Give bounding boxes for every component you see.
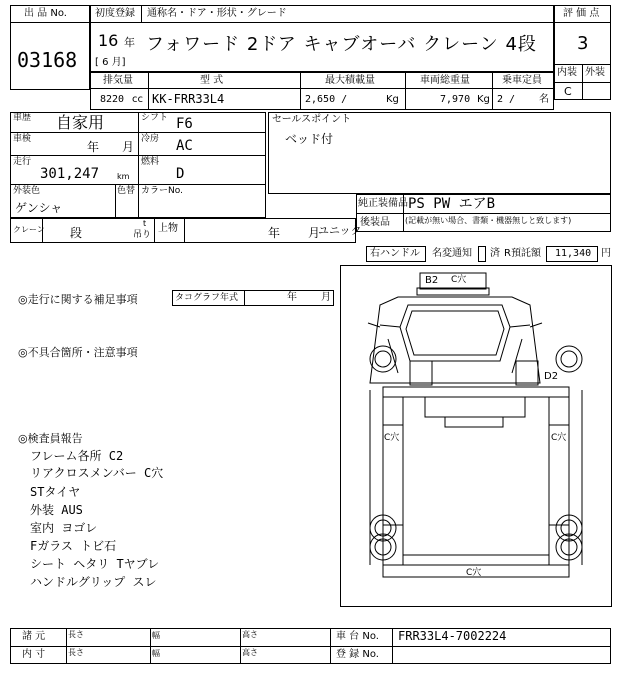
details-color-col-2 — [138, 184, 139, 218]
crane-hoist-unit: t — [143, 219, 147, 228]
grade-value: 3 — [577, 33, 589, 54]
chassis-label: 車 台 No. — [336, 631, 379, 642]
footer-col-3 — [240, 628, 241, 664]
tachograph-month-unit: 月 — [321, 292, 331, 303]
diagram-mark-right-hole: C穴 — [551, 433, 567, 443]
details-mid-col — [138, 112, 139, 184]
name-change-label: 名変通知 — [432, 248, 472, 259]
mileage-label: 走行 — [13, 157, 32, 167]
specs-col-1 — [148, 72, 149, 110]
car-name: フォワード 2ドア キャブオーバ クレーン 4段 — [146, 34, 537, 55]
fuel-label: 燃料 — [141, 157, 160, 167]
crane-position-label: 上物 — [158, 223, 178, 234]
inspection-month-unit: 月 — [122, 140, 135, 154]
first-reg-divider — [141, 5, 142, 22]
inspector-line: STタイヤ — [30, 485, 81, 499]
diagram-mark-bottom-hole: C穴 — [466, 568, 482, 578]
footer-length-label: 長さ — [68, 630, 84, 639]
specs-col-3 — [405, 72, 406, 110]
recycle-unit: 円 — [601, 248, 611, 259]
mileage-value: 301,247 — [40, 166, 100, 182]
grade-header-divider — [554, 22, 611, 23]
inspector-line: リアクロスメンバー C穴 — [30, 466, 164, 480]
footer-length-label-2: 長さ — [68, 648, 84, 657]
capacity-value: 2 / — [497, 94, 516, 105]
first-reg-label: 初度登録 — [95, 8, 135, 19]
interior-grade: C — [564, 85, 572, 98]
model-label: 型 式 — [200, 75, 224, 86]
tachograph-label: タコグラフ年式 — [175, 293, 239, 303]
grade-sub-vdivider — [582, 64, 583, 100]
footer-height-label: 高さ — [242, 630, 258, 639]
crane-col-2 — [154, 218, 155, 243]
chassis-no: FRR33L4-7002224 — [398, 629, 507, 643]
crane-month-unit: 月 — [308, 226, 321, 240]
inspector-label: ◎検査員報告 — [18, 432, 83, 445]
grade-label: 評 価 点 — [563, 8, 600, 19]
lot-divider — [10, 22, 90, 23]
footer-width-label: 幅 — [152, 631, 160, 640]
crane-maker: ユニック — [318, 224, 362, 237]
mileage-unit: km — [117, 172, 130, 181]
history-value: 自家用 — [56, 113, 105, 132]
recycle-amount: 11,340 — [555, 248, 592, 259]
max-load-value: 2,650 / — [305, 94, 348, 105]
inspector-line: Fガラス トビ石 — [30, 539, 117, 553]
inspection-label: 車検 — [13, 134, 32, 144]
crane-stage-unit: 段 — [70, 226, 83, 240]
reg-label: 登 録 No. — [336, 649, 379, 660]
footer-col-4 — [330, 628, 331, 664]
model-value: KK-FRR33L4 — [152, 92, 225, 106]
recycle-prefix: 済 — [490, 248, 500, 259]
lot-label: 出 品 No. — [24, 8, 67, 19]
footer-inner-label: 内 寸 — [22, 649, 46, 660]
inspector-line: フレーム各所 C2 — [30, 449, 124, 463]
crane-year-unit: 年 — [268, 226, 281, 240]
max-load-label: 最大積載量 — [325, 75, 375, 86]
driving-notes-label: ◎走行に関する補足事項 — [18, 293, 138, 306]
diagram-mark-top-hole: C穴 — [451, 275, 467, 285]
inspection-year-unit: 年 — [87, 140, 100, 154]
truck-diagram — [340, 265, 612, 607]
options-value: PS PW エアB — [408, 196, 496, 212]
footer-specs-label: 諸 元 — [22, 631, 46, 642]
footer-height-label-2: 高さ — [242, 648, 258, 657]
crane-hoist-label: 吊り — [133, 230, 152, 240]
gross-weight-value: 7,970 — [440, 94, 471, 105]
defects-label: ◎不具合箇所・注意事項 — [18, 346, 138, 359]
max-load-unit: Kg — [386, 94, 399, 105]
ac-value: AC — [176, 138, 193, 154]
first-reg-year-unit: 年 — [124, 36, 135, 49]
gross-weight-label: 車両総重量 — [420, 75, 470, 86]
footer-col-1 — [66, 628, 67, 664]
car-name-label: 通称名・ドア・形状・グレード — [147, 8, 287, 19]
displacement-label: 排気量 — [103, 75, 133, 86]
fuel-value: D — [176, 166, 185, 182]
diagram-mark-b2: B2 — [425, 275, 439, 286]
color-label: 外装色 — [13, 186, 41, 196]
capacity-label: 乗車定員 — [502, 75, 542, 86]
name-header-divider — [90, 22, 554, 23]
aftermarket-note: (記載が無い場合、書類・機器無しと致します) — [405, 216, 572, 225]
sales-point-value: ベッド付 — [285, 132, 334, 146]
ac-label: 冷房 — [141, 134, 160, 144]
shift-label: シフト — [141, 113, 169, 123]
lot-number: 03168 — [17, 48, 78, 72]
crane-box — [10, 218, 356, 243]
tachograph-year-unit: 年 — [287, 292, 297, 303]
exterior-label: 外装 — [585, 67, 605, 78]
recycle-label: R預託額 — [504, 248, 541, 259]
inspector-line: 外装 AUS — [30, 503, 83, 517]
gross-weight-unit: Kg — [477, 94, 490, 105]
footer-row-divider — [10, 646, 611, 647]
inspector-line: 室内 ヨゴレ — [30, 521, 98, 535]
color-change-label: 色替 — [117, 186, 136, 196]
capacity-unit: 名 — [539, 94, 549, 105]
crane-col-3 — [184, 218, 185, 243]
sales-point-label: セールスポイント — [272, 114, 352, 125]
aftermarket-label: 後装品 — [360, 217, 390, 228]
inspector-line: シート ヘタリ Tヤブレ — [30, 557, 160, 571]
color-value: ゲンシャ — [15, 201, 63, 215]
first-reg-month: [ 6 月] — [95, 57, 126, 68]
interior-label: 内装 — [557, 67, 577, 78]
specs-col-2 — [300, 72, 301, 110]
options-label: 純正装備品 — [358, 198, 408, 209]
options-divider — [356, 213, 611, 214]
crane-label: クレーン — [13, 225, 45, 234]
first-reg-year: 16 — [98, 31, 119, 50]
specs-col-4 — [492, 72, 493, 110]
footer-col-2 — [150, 628, 151, 664]
diagram-mark-left-hole: C穴 — [384, 433, 400, 443]
history-label: 車歴 — [13, 113, 32, 123]
tachograph-divider — [244, 290, 245, 306]
color-code-label: カラーNo. — [141, 186, 183, 196]
specs-header-divider — [90, 88, 554, 89]
displacement-unit: cc — [132, 94, 143, 105]
steering-value: 右ハンドル — [370, 248, 420, 259]
displacement-value: 8220 — [100, 94, 125, 105]
shift-value: F6 — [176, 116, 193, 132]
footer-col-5 — [392, 628, 393, 664]
name-change-box — [478, 246, 486, 262]
diagram-mark-d2: D2 — [544, 371, 559, 382]
footer-width-label-2: 幅 — [152, 649, 160, 658]
inspector-line: ハンドルグリップ スレ — [30, 575, 157, 589]
details-color-col-1 — [115, 184, 116, 218]
